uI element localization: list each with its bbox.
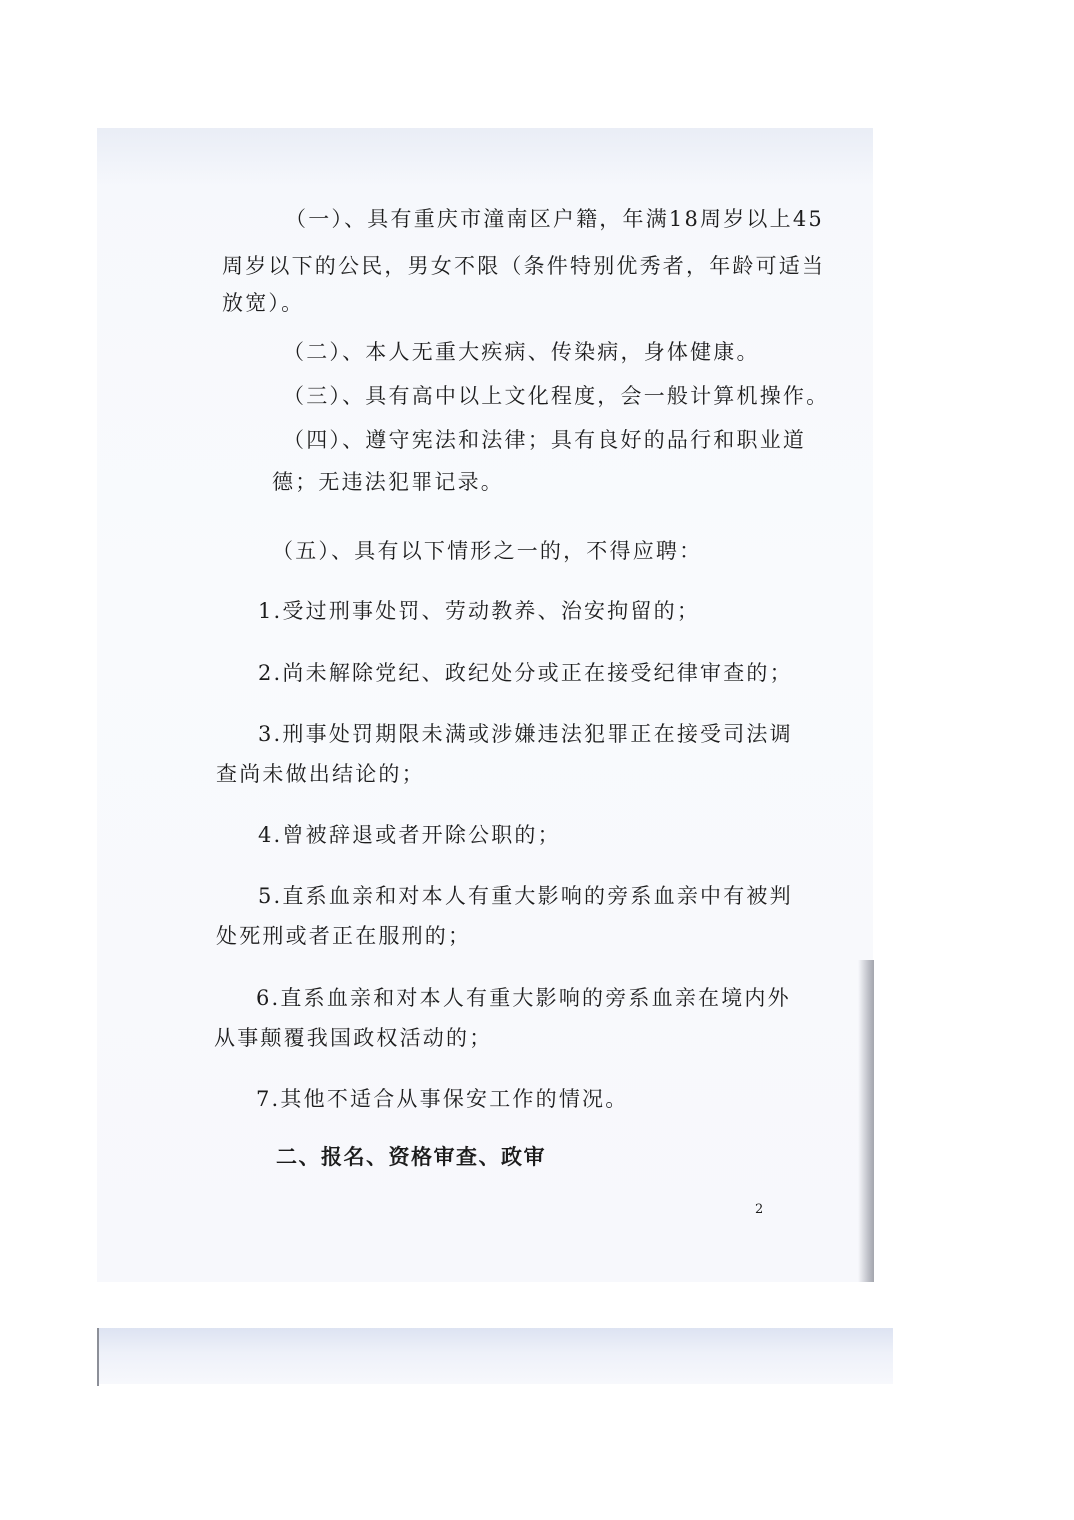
clause-6-line2: 从事颠覆我国政权活动的； (214, 1026, 493, 1050)
scan-shading (97, 128, 873, 188)
paragraph-item4-line1: （四）、遵守宪法和法律；具有良好的品行和职业道 (283, 428, 807, 452)
clause-2: 2.尚未解除党纪、政纪处分或正在接受纪律审查的； (258, 661, 793, 685)
clause-5-line1: 5.直系血亲和对本人有重大影响的旁系血亲中有被判 (258, 884, 793, 908)
paragraph-item2: （二）、本人无重大疾病、传染病，身体健康。 (283, 340, 760, 364)
next-page-edge (97, 1328, 99, 1386)
paragraph-item3: （三）、具有高中以上文化程度，会一般计算机操作。 (283, 384, 830, 408)
page-edge-shadow (858, 960, 874, 1282)
paragraph-item1-line3: 放宽）。 (222, 291, 305, 315)
paragraph-item1-line2: 周岁以下的公民，男女不限（条件特别优秀者，年龄可适当 (222, 254, 826, 278)
clause-3-line2: 查尚未做出结论的； (216, 762, 425, 786)
paragraph-item5: （五）、具有以下情形之一的，不得应聘： (272, 539, 703, 563)
clause-6-line1: 6.直系血亲和对本人有重大影响的旁系血亲在境内外 (256, 986, 791, 1010)
next-page-top-strip (97, 1328, 893, 1384)
clause-7: 7.其他不适合从事保安工作的情况。 (256, 1087, 629, 1111)
page-number: 2 (755, 1202, 764, 1217)
paragraph-item4-line2: 德；无违法犯罪记录。 (272, 470, 504, 494)
clause-3-line1: 3.刑事处罚期限未满或涉嫌违法犯罪正在接受司法调 (258, 722, 793, 746)
clause-4: 4.曾被辞退或者开除公职的； (258, 823, 561, 847)
section-heading: 二、报名、资格审查、政审 (276, 1145, 546, 1169)
clause-5-line2: 处死刑或者正在服刑的； (216, 924, 472, 948)
paragraph-item1-line1: （一）、具有重庆市潼南区户籍，年满18周岁以上45 (285, 207, 824, 231)
clause-1: 1.受过刑事处罚、劳动教养、治安拘留的； (258, 599, 701, 623)
